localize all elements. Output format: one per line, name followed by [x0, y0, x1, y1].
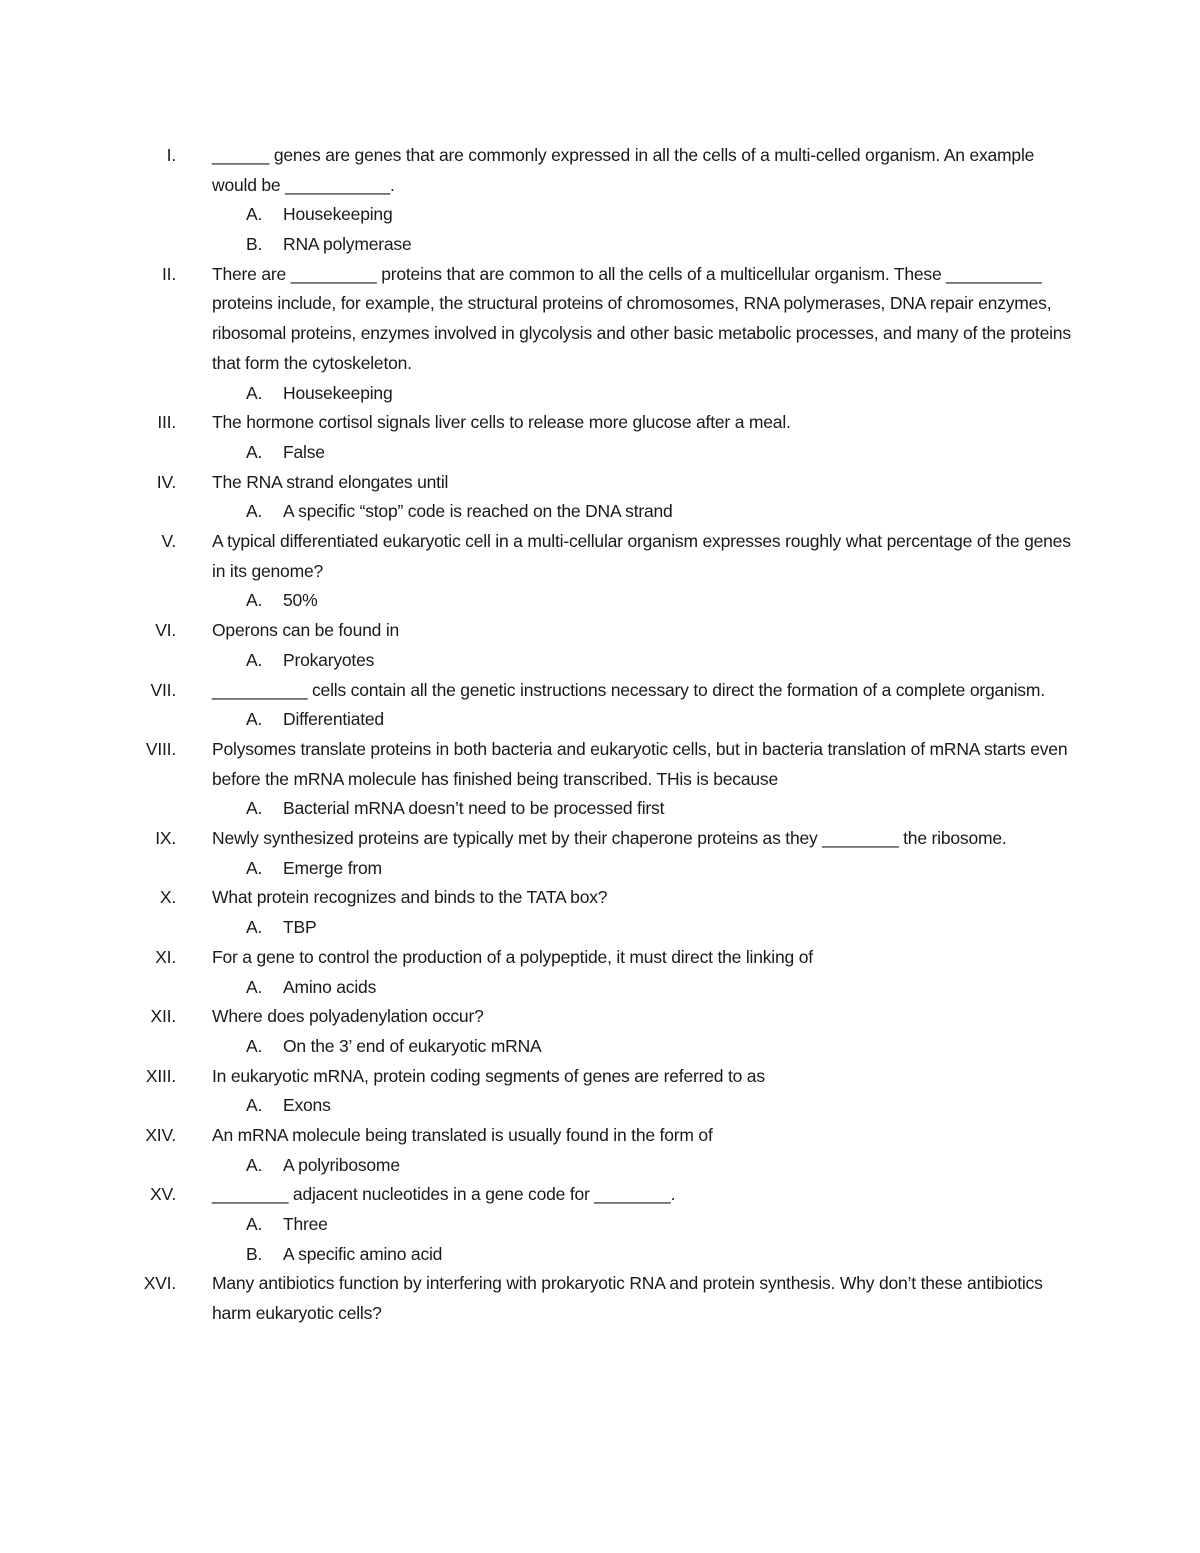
- question-number: III.: [157, 412, 176, 433]
- question-number: I.: [166, 145, 176, 165]
- question-item: [0, 883, 1200, 913]
- answer-letter: A.: [246, 1154, 263, 1175]
- answer-text: False: [283, 441, 325, 462]
- question-number: XI.: [155, 946, 176, 967]
- answer-letter: A.: [246, 501, 263, 522]
- answer-letter: A.: [246, 709, 263, 730]
- question-number: X.: [159, 887, 176, 908]
- answer-text: TBP: [283, 917, 317, 938]
- question-text: Where does polyadenylation occur?: [212, 1006, 484, 1027]
- answer-letter: A.: [246, 917, 263, 938]
- answer-item: [0, 646, 1200, 676]
- answer-item: [0, 200, 1200, 230]
- answer-item: [0, 230, 1200, 260]
- answer-letter: A.: [246, 204, 263, 225]
- answer-item: [0, 497, 1200, 527]
- question-item: [0, 408, 1200, 438]
- question-item: [0, 1062, 1200, 1092]
- question-number: XIV.: [145, 1124, 176, 1145]
- answer-item: [0, 1240, 1200, 1270]
- question-number: V.: [161, 531, 176, 552]
- answer-item: [0, 854, 1200, 884]
- question-number: VI.: [155, 620, 176, 641]
- question-number: XV.: [149, 1184, 176, 1205]
- question-number: IX.: [155, 828, 176, 849]
- answer-item: [0, 794, 1200, 824]
- question-number: IV.: [156, 471, 176, 492]
- question-number: XII.: [150, 1006, 176, 1027]
- question-text: An mRNA molecule being translated is usually found in the form of: [212, 1124, 713, 1145]
- answer-item: [0, 705, 1200, 735]
- question-number: II.: [162, 263, 176, 284]
- question-item: [0, 616, 1200, 646]
- answer-text: On the 3’ end of eukaryotic mRNA: [283, 1035, 542, 1056]
- question-item: [0, 824, 1200, 854]
- answer-text: A specific “stop” code is reached on the DNA strand: [283, 501, 673, 522]
- answer-letter: A.: [246, 798, 263, 819]
- question-text: There are _________ proteins that are common to all the cells of a multicellular organism. These __________ proteins include, for example, the structural proteins of chromosomes, RNA polymerases, DNA repair enzymes, ribosomal proteins, enzymes involved in glycolysis and other basic metabolic processes, and many of the proteins that form the cytoskeleton.: [212, 263, 1071, 373]
- question-text: A typical differentiated eukaryotic cell in a multi-cellular organism expresses roughly what percentage of the genes in its genome?: [212, 531, 1071, 581]
- question-item: [0, 141, 1200, 200]
- question-item: [0, 735, 1200, 794]
- question-item: [0, 943, 1200, 973]
- question-item: [0, 1121, 1200, 1151]
- answer-item: [0, 1210, 1200, 1240]
- question-text: Polysomes translate proteins in both bacteria and eukaryotic cells, but in bacteria translation of mRNA starts even before the mRNA molecule has finished being transcribed. THis is because: [212, 738, 1068, 789]
- answer-item: [0, 586, 1200, 616]
- question-item: [0, 1180, 1200, 1210]
- answer-item: [0, 379, 1200, 409]
- question-text: ________ adjacent nucleotides in a gene code for ________.: [212, 1184, 676, 1205]
- answer-text: A specific amino acid: [283, 1243, 443, 1264]
- answer-text: Three: [283, 1214, 328, 1235]
- answer-letter: A.: [246, 976, 263, 997]
- question-item: [0, 468, 1200, 498]
- answer-letter: A.: [246, 857, 263, 878]
- answer-text: Bacterial mRNA doesn’t need to be processed first: [283, 798, 665, 819]
- answer-item: [0, 1091, 1200, 1121]
- question-text: Many antibiotics function by interfering with prokaryotic RNA and protein synthesis. Why don’t these antibiotics harm eukaryotic cells?: [212, 1273, 1043, 1324]
- question-item: [0, 260, 1200, 379]
- answer-text: RNA polymerase: [283, 234, 412, 255]
- answer-letter: A.: [246, 590, 263, 611]
- answer-letter: A.: [246, 1035, 263, 1056]
- answer-text: Prokaryotes: [283, 649, 375, 670]
- question-number: VII.: [150, 679, 176, 700]
- question-text: The RNA strand elongates until: [212, 471, 449, 492]
- question-text: ______ genes are genes that are commonly expressed in all the cells of a multi-celled organism. An example would be ___________.: [212, 145, 1035, 195]
- question-text: What protein recognizes and binds to the TATA box?: [212, 887, 608, 908]
- question-text: Newly synthesized proteins are typically met by their chaperone proteins as they ________ the ribosome.: [212, 828, 1007, 849]
- answer-item: [0, 913, 1200, 943]
- answer-item: [0, 438, 1200, 468]
- answer-text: 50%: [283, 590, 318, 611]
- question-number: XIII.: [145, 1065, 176, 1086]
- question-text: For a gene to control the production of a polypeptide, it must direct the linking of: [212, 946, 813, 967]
- answer-text: Differentiated: [283, 709, 384, 730]
- answer-item: [0, 973, 1200, 1003]
- answer-item: [0, 1032, 1200, 1062]
- answer-text: Housekeeping: [283, 382, 393, 403]
- question-text: __________ cells contain all the genetic instructions necessary to direct the formation of a complete organism.: [212, 679, 1045, 700]
- question-item: [0, 1269, 1200, 1328]
- answer-letter: B.: [246, 234, 263, 255]
- question-item: [0, 1002, 1200, 1032]
- answer-letter: A.: [246, 649, 263, 670]
- answer-letter: A.: [246, 1095, 263, 1116]
- question-number: XVI.: [143, 1273, 176, 1294]
- answer-letter: A.: [246, 382, 263, 403]
- question-text: Operons can be found in: [212, 620, 400, 641]
- answer-text: Emerge from: [283, 857, 382, 878]
- answer-text: Housekeeping: [283, 204, 393, 225]
- question-list: [0, 141, 1200, 1329]
- question-text: The hormone cortisol signals liver cells to release more glucose after a meal.: [212, 412, 791, 433]
- answer-letter: A.: [246, 441, 263, 462]
- question-item: [0, 527, 1200, 586]
- question-text: In eukaryotic mRNA, protein coding segments of genes are referred to as: [212, 1065, 765, 1086]
- question-item: [0, 676, 1200, 706]
- answer-item: [0, 1151, 1200, 1181]
- question-number: VIII.: [145, 738, 176, 759]
- answer-letter: B.: [246, 1243, 263, 1264]
- answer-text: Exons: [283, 1095, 331, 1116]
- answer-letter: A.: [246, 1214, 263, 1235]
- answer-text: A polyribosome: [283, 1154, 400, 1175]
- answer-text: Amino acids: [283, 976, 377, 997]
